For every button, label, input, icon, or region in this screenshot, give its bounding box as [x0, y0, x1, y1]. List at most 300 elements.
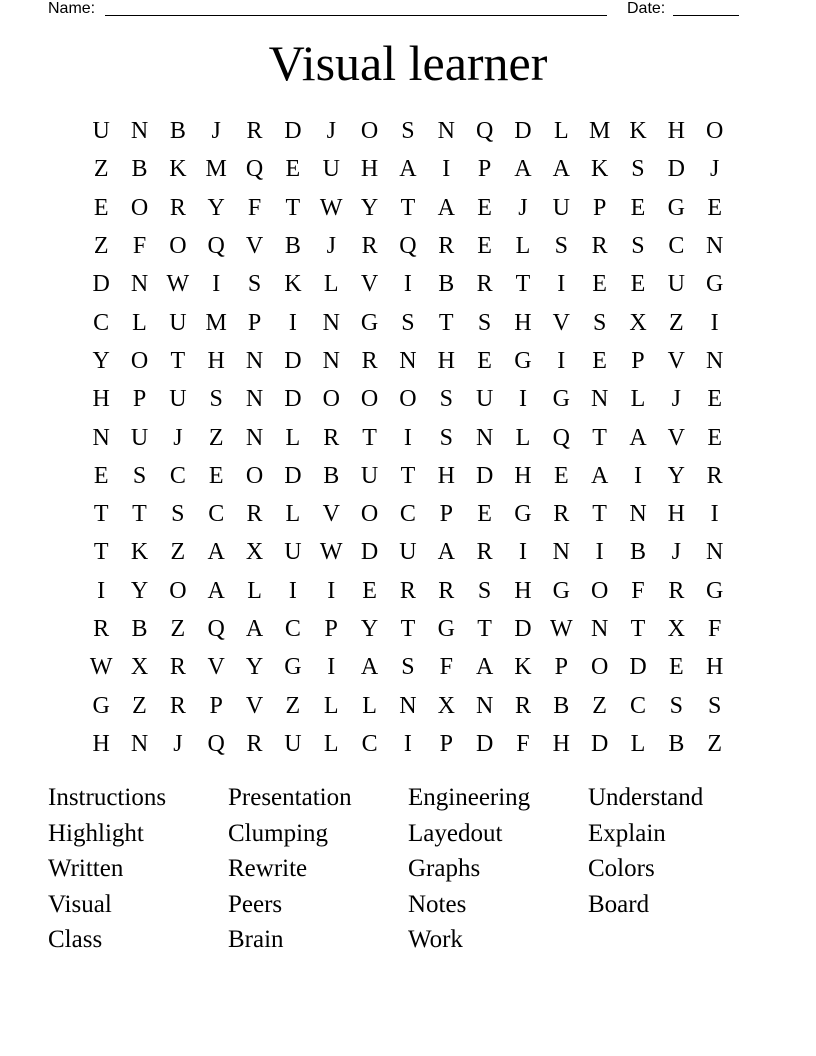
grid-letter: R [399, 577, 416, 604]
name-label: Name: [48, 0, 96, 17]
grid-letter: C [361, 730, 378, 757]
grid-row [82, 189, 734, 227]
grid-letter: Y [245, 654, 264, 681]
grid-letter: S [401, 309, 415, 336]
grid-letter: R [169, 194, 186, 221]
grid-letter: D [284, 462, 302, 489]
grid-letter: R [361, 233, 378, 260]
grid-letter: Q [475, 118, 494, 145]
grid-letter: B [131, 616, 148, 642]
grid-letter: N [590, 386, 609, 413]
grid-letter: G [552, 577, 570, 604]
grid-letter: I [518, 539, 527, 566]
grid-letter: N [130, 271, 149, 298]
grid-letter: O [706, 118, 724, 145]
grid-letter: R [246, 501, 263, 528]
grid-letter: S [171, 501, 185, 528]
grid-letter: T [400, 462, 416, 489]
grid-letter: L [247, 577, 262, 604]
grid-row [82, 572, 734, 610]
grid-letter: L [285, 424, 301, 451]
grid-letter: R [706, 462, 723, 489]
grid-letter: Z [592, 692, 607, 719]
grid-letter: W [166, 271, 190, 298]
grid-letter: A [207, 577, 225, 604]
name-blank-line [105, 0, 607, 16]
word-bank-item: Board [588, 890, 650, 918]
grid-letter: I [710, 309, 719, 336]
grid-letter: I [403, 730, 412, 757]
grid-letter: D [629, 654, 647, 681]
grid-letter: P [477, 156, 492, 183]
grid-letter: H [92, 730, 110, 757]
word-bank-item: Highlight [48, 819, 144, 847]
grid-letter: P [554, 654, 568, 681]
grid-letter: N [590, 616, 609, 642]
grid-letter: E [707, 386, 722, 413]
worksheet-header [48, 0, 748, 20]
word-bank-item: Instructions [48, 784, 167, 811]
grid-letter: Q [207, 730, 225, 757]
grid-letter: Y [207, 194, 225, 221]
grid-letter: I [595, 539, 604, 566]
word-bank-item: Colors [588, 855, 655, 882]
word-bank-item: Brain [228, 926, 284, 953]
grid-letter: P [631, 347, 645, 374]
grid-row [82, 457, 734, 495]
grid-letter: X [437, 692, 455, 719]
word-bank-item: Visual [48, 890, 112, 918]
grid-letter: S [439, 386, 453, 413]
grid-letter: U [475, 386, 494, 413]
grid-letter: Q [207, 233, 225, 260]
grid-letter: D [590, 730, 609, 757]
grid-letter: S [439, 424, 453, 451]
grid-letter: X [667, 616, 685, 642]
grid-letter: Z [707, 730, 722, 757]
grid-letter: I [288, 577, 297, 604]
grid-letter: B [668, 730, 685, 757]
grid-letter: T [93, 501, 109, 528]
grid-letter: A [475, 654, 494, 681]
grid-row [82, 533, 734, 571]
word-bank-item: Explain [588, 819, 666, 847]
word-bank-item: Work [408, 926, 463, 953]
grid-letter: Y [92, 347, 110, 374]
grid-letter: A [360, 654, 379, 681]
grid-letter: H [667, 118, 685, 145]
grid-letter: P [439, 730, 453, 757]
grid-letter: T [170, 347, 186, 374]
grid-row [82, 227, 734, 265]
grid-letter: U [92, 118, 110, 145]
grid-letter: N [437, 118, 455, 145]
grid-letter: T [400, 616, 416, 642]
grid-letter: R [438, 577, 455, 604]
grid-letter: V [207, 654, 225, 681]
grid-row [82, 380, 734, 418]
grid-letter: S [401, 654, 415, 681]
grid-letter: U [169, 386, 187, 413]
grid-row [82, 686, 734, 724]
grid-letter: V [667, 347, 685, 374]
date-label: Date: [627, 0, 666, 17]
grid-letter: U [322, 156, 340, 183]
grid-letter: Z [170, 616, 186, 642]
grid-letter: H [514, 309, 532, 336]
word-bank-item: Graphs [408, 855, 481, 882]
grid-letter: E [477, 194, 492, 221]
grid-letter: P [132, 386, 147, 413]
grid-letter: N [552, 539, 570, 566]
grid-letter: D [475, 462, 494, 489]
grid-letter: N [706, 539, 724, 566]
grid-letter: N [130, 730, 149, 757]
grid-letter: B [131, 156, 148, 183]
grid-letter: J [671, 539, 681, 566]
grid-letter: D [92, 271, 110, 298]
grid-letter: L [630, 730, 646, 757]
grid-letter: X [130, 654, 149, 681]
grid-letter: D [667, 156, 685, 183]
grid-letter: P [592, 194, 607, 221]
grid-letter: E [630, 271, 646, 298]
grid-letter: D [284, 386, 302, 413]
grid-letter: K [514, 654, 532, 681]
grid-letter: B [169, 118, 186, 145]
grid-letter: I [327, 577, 336, 604]
grid-letter: H [514, 577, 532, 604]
grid-letter: A [590, 462, 609, 489]
grid-letter: O [590, 577, 609, 604]
grid-letter: P [439, 501, 453, 528]
word-bank-item: Notes [408, 890, 467, 918]
grid-letter: N [92, 424, 110, 451]
grid-letter: O [130, 194, 149, 221]
grid-letter: U [169, 309, 187, 336]
grid-letter: D [284, 347, 302, 374]
grid-letter: O [360, 118, 379, 145]
grid-letter: J [211, 118, 221, 145]
grid-letter: K [590, 156, 609, 183]
grid-letter: U [667, 271, 685, 298]
grid-letter: M [205, 156, 227, 183]
grid-letter: D [514, 616, 532, 642]
grid-letter: G [706, 577, 724, 604]
grid-letter: R [514, 692, 531, 719]
grid-letter: A [629, 424, 647, 451]
grid-letter: V [245, 233, 264, 260]
grid-letter: L [323, 692, 339, 719]
grid-letter: M [588, 118, 611, 145]
grid-letter: L [630, 386, 646, 413]
grid-letter: P [324, 616, 338, 642]
grid-letter: N [399, 692, 417, 719]
grid-letter: V [322, 501, 340, 528]
grid-letter: H [667, 501, 685, 528]
grid-letter: V [667, 424, 685, 451]
grid-letter: V [552, 309, 570, 336]
grid-letter: V [245, 692, 264, 719]
grid-letter: K [169, 156, 187, 183]
grid-letter: N [706, 347, 724, 374]
grid-letter: W [319, 539, 343, 566]
grid-letter: S [707, 692, 722, 719]
grid-letter: N [322, 347, 340, 374]
date-blank-line [673, 0, 739, 16]
grid-letter: Q [552, 424, 570, 451]
grid-letter: R [169, 692, 186, 719]
grid-letter: R [476, 271, 493, 298]
grid-letter: D [514, 118, 532, 145]
grid-letter: Z [208, 424, 224, 451]
grid-letter: Y [130, 577, 149, 604]
grid-letter: C [629, 692, 646, 719]
grid-letter: F [132, 233, 147, 260]
grid-letter: R [668, 577, 685, 604]
grid-letter: R [246, 118, 263, 145]
grid-row [82, 303, 734, 341]
grid-letter: H [92, 386, 110, 413]
grid-letter: N [629, 501, 647, 528]
grid-letter: T [438, 309, 454, 336]
grid-letter: F [707, 616, 722, 642]
grid-letter: E [93, 462, 109, 489]
word-bank [48, 781, 768, 959]
grid-letter: N [245, 347, 264, 374]
grid-letter: W [89, 654, 113, 681]
grid-letter: J [710, 156, 720, 183]
grid-letter: E [208, 462, 224, 489]
grid-letter: A [552, 156, 570, 183]
word-bank-item: Engineering [408, 784, 531, 811]
grid-letter: J [173, 424, 183, 451]
grid-letter: O [399, 386, 417, 413]
grid-letter: X [245, 539, 264, 566]
grid-letter: H [437, 347, 455, 374]
grid-letter: U [360, 462, 379, 489]
grid-letter: E [630, 194, 646, 221]
grid-letter: I [557, 347, 566, 374]
grid-letter: E [93, 194, 109, 221]
grid-letter: R [169, 654, 186, 681]
grid-letter: E [285, 156, 301, 183]
grid-letter: S [401, 118, 415, 145]
grid-letter: P [247, 309, 262, 336]
grid-letter: T [630, 616, 646, 642]
grid-letter: O [130, 347, 149, 374]
grid-letter: Z [93, 156, 109, 183]
grid-letter: S [477, 577, 492, 604]
grid-letter: E [592, 347, 607, 374]
grid-letter: I [212, 271, 221, 298]
grid-letter: T [400, 194, 416, 221]
grid-letter: O [245, 462, 264, 489]
grid-letter: N [245, 386, 264, 413]
grid-letter: G [514, 347, 532, 374]
grid-letter: D [284, 118, 302, 145]
grid-letter: L [132, 309, 147, 336]
grid-letter: I [518, 386, 527, 413]
grid-letter: S [669, 692, 683, 719]
grid-letter: O [322, 386, 340, 413]
grid-letter: T [285, 194, 301, 221]
grid-letter: N [475, 692, 494, 719]
grid-letter: E [477, 347, 492, 374]
grid-letter: G [437, 616, 455, 642]
grid-letter: E [477, 501, 492, 528]
grid-letter: T [132, 501, 147, 528]
grid-letter: H [207, 347, 225, 374]
grid-letter: V [360, 271, 379, 298]
grid-letter: Q [207, 616, 225, 642]
grid-letter: S [247, 271, 262, 298]
grid-letter: H [514, 462, 532, 489]
grid-letter: D [360, 539, 379, 566]
word-bank-item: Written [48, 855, 124, 882]
grid-letter: A [399, 156, 417, 183]
grid-letter: Y [667, 462, 685, 489]
grid-letter: N [399, 347, 417, 374]
grid-letter: K [130, 539, 149, 566]
grid-letter: Z [668, 309, 684, 336]
grid-letter: J [326, 233, 336, 260]
grid-letter: N [245, 424, 264, 451]
grid-letter: O [590, 654, 609, 681]
grid-letter: I [557, 271, 566, 298]
grid-letter: H [437, 462, 455, 489]
grid-letter: J [518, 194, 528, 221]
grid-letter: N [130, 118, 149, 145]
grid-letter: O [360, 386, 379, 413]
grid-letter: C [208, 501, 225, 528]
word-bank-item: Rewrite [228, 855, 308, 882]
grid-letter: I [403, 271, 412, 298]
word-bank-item: Presentation [228, 784, 352, 811]
grid-letter: S [631, 233, 645, 260]
grid-letter: Y [360, 616, 379, 642]
grid-letter: O [360, 501, 379, 528]
grid-letter: Q [245, 156, 264, 183]
grid-letter: T [515, 271, 531, 298]
grid-letter: E [553, 462, 569, 489]
grid-letter: P [209, 692, 223, 719]
grid-letter: C [399, 501, 416, 528]
grid-letter: E [592, 271, 607, 298]
grid-letter: N [475, 424, 494, 451]
grid-row [82, 610, 734, 648]
grid-letter: Z [93, 233, 109, 260]
grid-letter: S [631, 156, 645, 183]
grid-letter: S [132, 462, 147, 489]
grid-letter: B [553, 692, 570, 719]
grid-letter: Q [399, 233, 417, 260]
grid-letter: J [326, 118, 336, 145]
grid-letter: F [247, 194, 262, 221]
grid-letter: C [668, 233, 685, 260]
grid-row [82, 495, 734, 533]
grid-row [82, 648, 734, 686]
grid-letter: A [245, 616, 264, 642]
grid-letter: I [403, 424, 412, 451]
word-bank-item: Peers [228, 890, 283, 918]
grid-letter: G [284, 654, 302, 681]
grid-letter: T [592, 501, 607, 528]
grid-row [82, 725, 734, 763]
grid-letter: R [476, 539, 493, 566]
grid-letter: E [477, 233, 492, 260]
grid-letter: K [284, 271, 302, 298]
word-bank-item: Class [48, 926, 103, 953]
grid-letter: N [706, 233, 724, 260]
grid-letter: Z [132, 692, 147, 719]
grid-letter: H [360, 156, 379, 183]
grid-letter: U [284, 539, 302, 566]
word-bank-item: Layedout [408, 819, 503, 847]
grid-letter: B [438, 271, 455, 298]
grid-letter: L [515, 424, 531, 451]
grid-letter: E [707, 424, 722, 451]
grid-letter: U [284, 730, 302, 757]
grid-letter: R [93, 616, 110, 642]
grid-letter: A [437, 194, 455, 221]
grid-letter: W [549, 616, 573, 642]
grid-letter: J [671, 386, 681, 413]
grid-letter: G [360, 309, 379, 336]
grid-letter: J [173, 730, 183, 757]
grid-letter: E [668, 654, 684, 681]
grid-letter: G [552, 386, 570, 413]
grid-letter: T [592, 424, 607, 451]
grid-letter: M [205, 309, 227, 336]
grid-letter: I [633, 462, 642, 489]
grid-letter: S [209, 386, 223, 413]
grid-letter: B [629, 539, 646, 566]
grid-letter: F [439, 654, 453, 681]
grid-letter: R [246, 730, 263, 757]
grid-letter: G [514, 501, 532, 528]
grid-letter: Z [170, 539, 186, 566]
grid-letter: L [285, 501, 301, 528]
grid-letter: E [707, 194, 722, 221]
grid-letter: Y [360, 194, 379, 221]
grid-letter: L [323, 730, 339, 757]
grid-row [82, 112, 734, 150]
grid-letter: B [323, 462, 340, 489]
grid-letter: I [710, 501, 719, 528]
grid-letter: I [97, 577, 106, 604]
grid-letter: L [323, 271, 339, 298]
grid-letter: L [515, 233, 531, 260]
grid-letter: U [130, 424, 149, 451]
grid-letter: C [169, 462, 186, 489]
grid-letter: F [631, 577, 645, 604]
grid-letter: T [93, 539, 109, 566]
grid-letter: E [362, 577, 377, 604]
grid-row [82, 342, 734, 380]
grid-letter: R [323, 424, 340, 451]
grid-letter: T [477, 616, 492, 642]
grid-letter: G [706, 271, 724, 298]
grid-letter: O [169, 233, 187, 260]
grid-letter: N [322, 309, 340, 336]
grid-letter: D [475, 730, 494, 757]
grid-letter: R [553, 501, 570, 528]
grid-letter: U [399, 539, 417, 566]
grid-letter: A [207, 539, 225, 566]
grid-letter: H [552, 730, 570, 757]
grid-letter: H [706, 654, 724, 681]
